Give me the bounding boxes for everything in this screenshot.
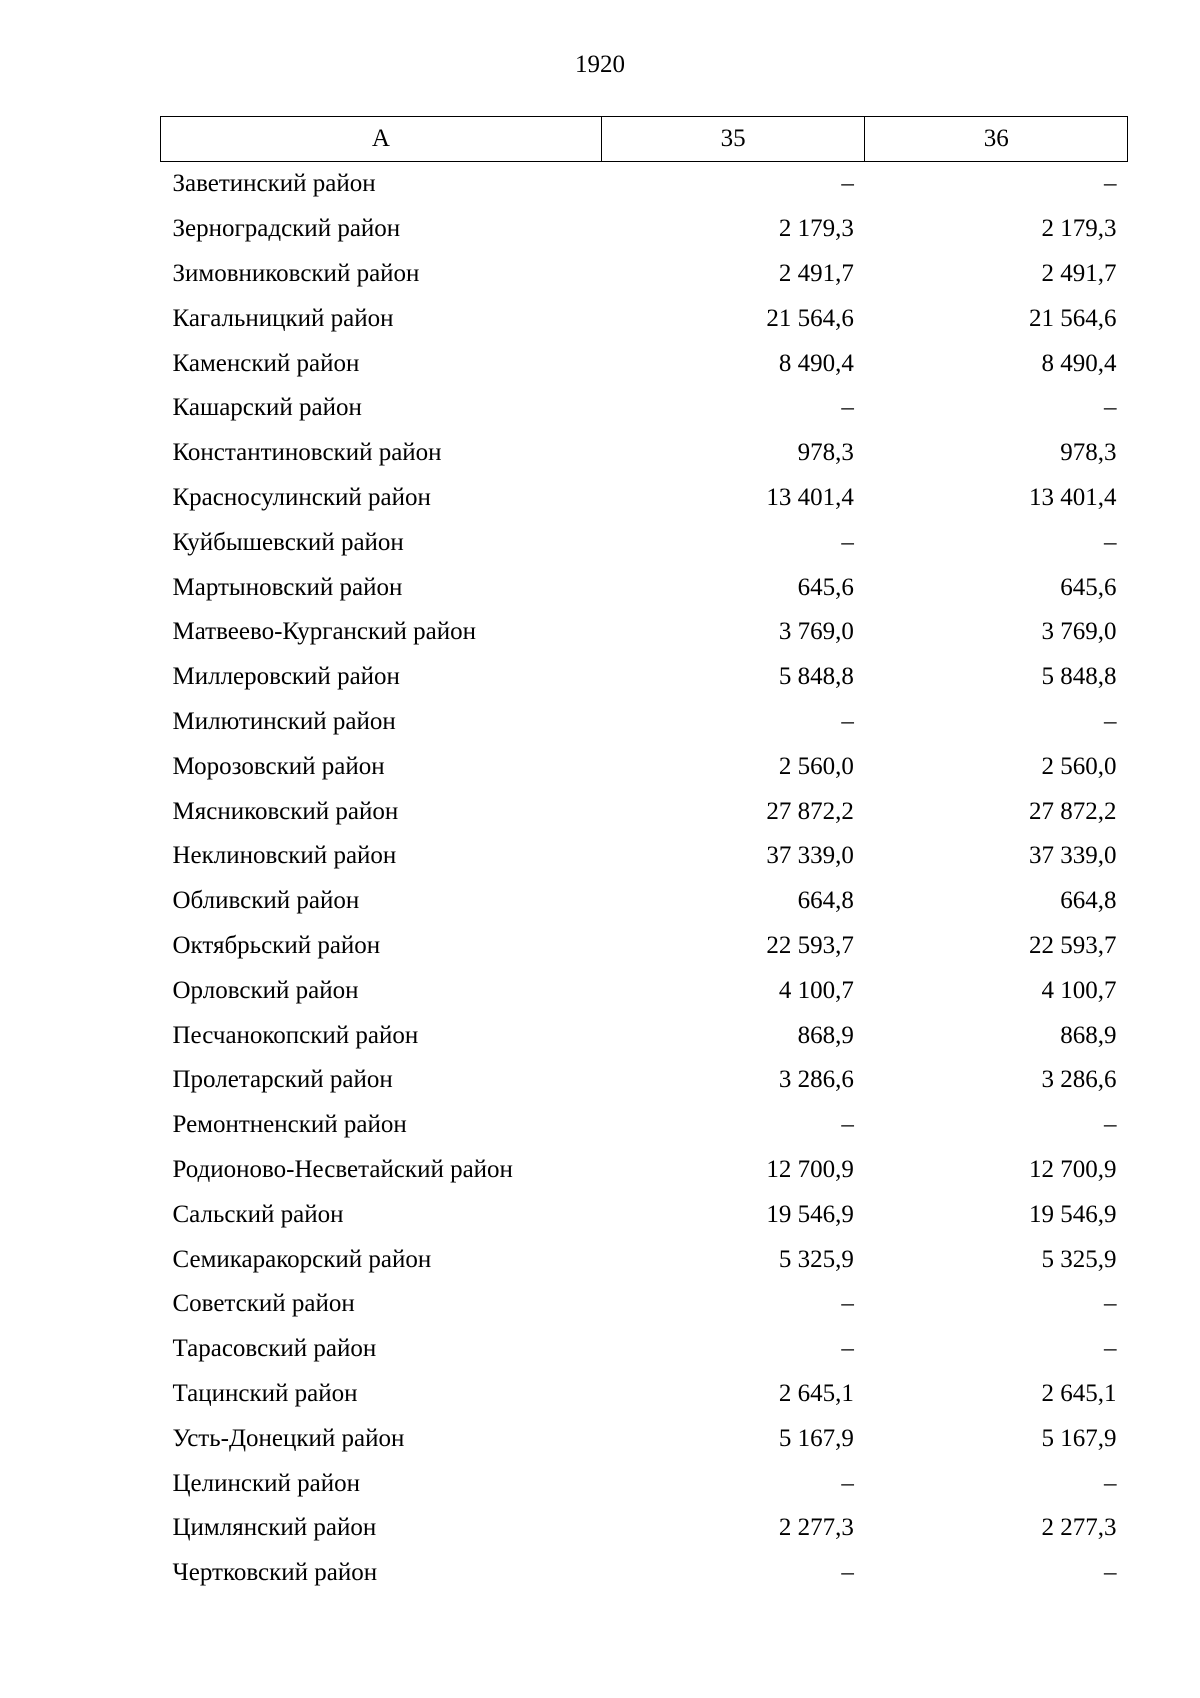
value-35-cell: 4 100,7 <box>778 976 854 1004</box>
value-35-cell: 5 325,9 <box>778 1245 854 1273</box>
table-row <box>161 476 1128 521</box>
table-row <box>161 1192 1128 1237</box>
value-35-cell: – <box>841 1469 854 1497</box>
value-35-cell: 2 277,3 <box>778 1514 854 1542</box>
value-36-cell: 37 339,0 <box>1029 842 1117 870</box>
value-36-cell: 2 560,0 <box>1041 752 1117 780</box>
value-35-cell: 19 546,9 <box>766 1200 854 1228</box>
value-35-cell: – <box>841 1290 854 1318</box>
table-row <box>161 341 1128 386</box>
table-row <box>161 744 1128 789</box>
table-row <box>161 924 1128 969</box>
district-name-cell: Куйбышевский район <box>172 528 404 556</box>
district-name-cell: Каменский район <box>172 349 360 377</box>
value-35-cell: 868,9 <box>797 1021 854 1049</box>
district-name-cell: Мясниковский район <box>172 797 399 825</box>
table-row <box>161 520 1128 565</box>
table-row <box>161 1282 1128 1327</box>
value-36-cell: – <box>1104 1559 1117 1587</box>
district-name-cell: Сальский район <box>172 1200 344 1228</box>
value-35-cell: 5 167,9 <box>778 1424 854 1452</box>
district-name-cell: Тарасовский район <box>172 1335 377 1363</box>
value-36-cell: – <box>1104 1335 1117 1363</box>
value-35-cell: 21 564,6 <box>766 304 854 332</box>
district-name-cell: Цимлянский район <box>172 1514 377 1542</box>
table-row <box>161 1461 1128 1506</box>
district-name-cell: Чертковский район <box>172 1559 378 1587</box>
value-36-cell: 664,8 <box>1060 887 1117 915</box>
value-35-cell: 12 700,9 <box>766 1155 854 1183</box>
value-36-cell: – <box>1104 1469 1117 1497</box>
value-36-cell: 12 700,9 <box>1029 1155 1117 1183</box>
value-36-cell: 21 564,6 <box>1029 304 1117 332</box>
value-36-cell: – <box>1104 707 1117 735</box>
value-36-cell: – <box>1104 1290 1117 1318</box>
value-36-cell: 5 167,9 <box>1041 1424 1117 1452</box>
district-name-cell: Зимовниковский район <box>172 259 420 287</box>
header-cell-a: А <box>161 117 602 162</box>
table-row <box>161 1058 1128 1103</box>
value-36-cell: – <box>1104 170 1117 198</box>
value-35-cell: 645,6 <box>797 573 854 601</box>
table-row <box>161 879 1128 924</box>
value-36-cell: 8 490,4 <box>1041 349 1117 377</box>
district-name-cell: Красносулинский район <box>172 483 431 511</box>
value-36-cell: 5 848,8 <box>1041 663 1117 691</box>
value-36-cell: – <box>1104 394 1117 422</box>
district-name-cell: Морозовский район <box>172 752 385 780</box>
value-36-cell: – <box>1104 1111 1117 1139</box>
table-row <box>161 431 1128 476</box>
value-36-cell: 645,6 <box>1060 573 1117 601</box>
district-name-cell: Матвеево-Курганский район <box>172 618 477 646</box>
value-36-cell: 2 277,3 <box>1041 1514 1117 1542</box>
value-36-cell: 5 325,9 <box>1041 1245 1117 1273</box>
table-row <box>161 700 1128 745</box>
table-row <box>161 1237 1128 1282</box>
value-35-cell: 5 848,8 <box>778 663 854 691</box>
district-name-cell: Тацинский район <box>172 1379 358 1407</box>
page-number: 1920 <box>575 51 625 78</box>
value-35-cell: 27 872,2 <box>766 797 854 825</box>
table-row <box>161 252 1128 297</box>
district-name-cell: Обливский район <box>172 887 360 915</box>
district-name-cell: Миллеровский район <box>172 663 400 691</box>
value-36-cell: 4 100,7 <box>1041 976 1117 1004</box>
table-row <box>161 1506 1128 1551</box>
value-36-cell: 3 769,0 <box>1041 618 1117 646</box>
table-row <box>161 296 1128 341</box>
value-35-cell: 3 769,0 <box>778 618 854 646</box>
value-36-cell: 13 401,4 <box>1029 483 1117 511</box>
table-row <box>161 1148 1128 1193</box>
value-36-cell: 2 645,1 <box>1041 1379 1117 1407</box>
table-row <box>161 1327 1128 1372</box>
data-table <box>160 116 1128 1596</box>
table-row <box>161 968 1128 1013</box>
table-row <box>161 1013 1128 1058</box>
district-name-cell: Зерноградский район <box>172 215 401 243</box>
value-35-cell: 2 491,7 <box>778 259 854 287</box>
value-35-cell: – <box>841 528 854 556</box>
value-35-cell: – <box>841 1559 854 1587</box>
district-name-cell: Песчанокопский район <box>172 1021 419 1049</box>
district-name-cell: Усть-Донецкий район <box>172 1424 405 1452</box>
value-35-cell: 2 179,3 <box>778 215 854 243</box>
table-row <box>161 610 1128 655</box>
value-35-cell: 2 560,0 <box>778 752 854 780</box>
table-row <box>161 565 1128 610</box>
value-35-cell: – <box>841 1111 854 1139</box>
district-name-cell: Октябрьский район <box>172 931 381 959</box>
value-36-cell: 2 491,7 <box>1041 259 1117 287</box>
value-36-cell: 27 872,2 <box>1029 797 1117 825</box>
value-35-cell: 37 339,0 <box>766 842 854 870</box>
table-row <box>161 1372 1128 1417</box>
district-name-cell: Советский район <box>172 1290 355 1318</box>
table-row <box>161 162 1128 207</box>
table-row <box>161 834 1128 879</box>
header-cell-36: 36 <box>865 117 1128 162</box>
table-row <box>161 1416 1128 1461</box>
district-name-cell: Орловский район <box>172 976 359 1004</box>
value-36-cell: 19 546,9 <box>1029 1200 1117 1228</box>
table-row <box>161 655 1128 700</box>
district-name-cell: Кагальницкий район <box>172 304 394 332</box>
value-35-cell: 3 286,6 <box>778 1066 854 1094</box>
district-name-cell: Мартыновский район <box>172 573 403 601</box>
value-35-cell: 22 593,7 <box>766 931 854 959</box>
value-35-cell: 978,3 <box>797 439 854 467</box>
table-row <box>161 386 1128 431</box>
table-row <box>161 1551 1128 1596</box>
value-35-cell: – <box>841 170 854 198</box>
value-35-cell: – <box>841 1335 854 1363</box>
value-36-cell: 978,3 <box>1060 439 1117 467</box>
value-35-cell: – <box>841 394 854 422</box>
table-row <box>161 207 1128 252</box>
table-body <box>161 162 1128 1596</box>
district-name-cell: Константиновский район <box>172 439 442 467</box>
district-name-cell: Заветинский район <box>172 170 376 198</box>
table-row <box>161 789 1128 834</box>
value-35-cell: 13 401,4 <box>766 483 854 511</box>
value-35-cell: 8 490,4 <box>778 349 854 377</box>
table-header <box>161 117 1128 162</box>
district-name-cell: Целинский район <box>172 1469 360 1497</box>
district-name-cell: Пролетарский район <box>172 1066 393 1094</box>
district-name-cell: Ремонтненский район <box>172 1111 407 1139</box>
header-cell-35: 35 <box>601 117 865 162</box>
value-36-cell: 868,9 <box>1060 1021 1117 1049</box>
value-36-cell: 22 593,7 <box>1029 931 1117 959</box>
value-36-cell: 2 179,3 <box>1041 215 1117 243</box>
table-row <box>161 1103 1128 1148</box>
value-36-cell: 3 286,6 <box>1041 1066 1117 1094</box>
district-name-cell: Кашарский район <box>172 394 362 422</box>
value-36-cell: – <box>1104 528 1117 556</box>
district-name-cell: Неклиновский район <box>172 842 397 870</box>
value-35-cell: – <box>841 707 854 735</box>
header-row <box>161 117 1128 162</box>
district-name-cell: Семикаракорский район <box>172 1245 432 1273</box>
value-35-cell: 664,8 <box>797 887 854 915</box>
district-name-cell: Милютинский район <box>172 707 396 735</box>
value-35-cell: 2 645,1 <box>778 1379 854 1407</box>
district-name-cell: Родионово-Несветайский район <box>172 1155 513 1183</box>
